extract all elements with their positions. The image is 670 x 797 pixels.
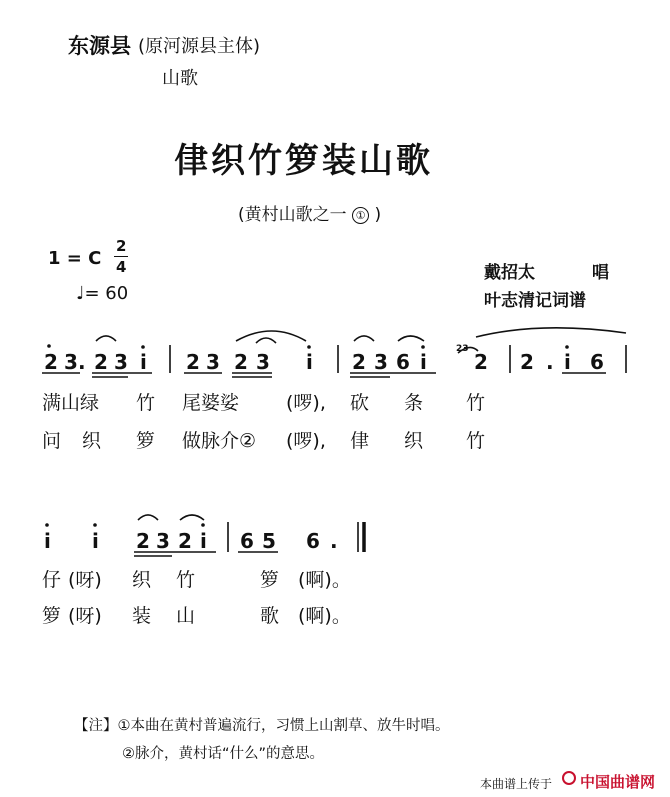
svg-text:i: i <box>44 529 51 553</box>
svg-text:i: i <box>420 350 427 374</box>
recorder-credit: 叶志清记词谱 <box>484 291 586 311</box>
footnote-mark-1: ① <box>352 207 369 224</box>
lyric-word: 装 <box>132 605 152 627</box>
genre-label: 山歌 <box>162 68 198 89</box>
svg-text:3: 3 <box>256 350 270 374</box>
svg-text:23: 23 <box>456 344 469 354</box>
lyric-word: (啊)。 <box>298 569 351 591</box>
svg-text:3: 3 <box>156 529 170 553</box>
lyric-word: (呀) <box>68 569 102 591</box>
lyric-word: 织 <box>132 569 152 591</box>
lyric-word: (啰), <box>286 430 326 452</box>
key-signature: 1 = C <box>48 248 102 269</box>
svg-text:i: i <box>92 529 99 553</box>
lyric-word: 侓 <box>350 430 370 452</box>
time-signature-bottom: 4 <box>116 258 127 276</box>
county-name: 东源县 <box>68 34 131 58</box>
subtitle-text: (黄村山歌之一 <box>238 205 347 225</box>
lyric-word: 尾婆娑 <box>182 392 240 414</box>
site-logo-icon <box>562 771 576 785</box>
lyric-word: 竹 <box>466 392 486 414</box>
score-line-2 <box>0 508 670 568</box>
footnote-2: ②脉介，黄村话“什么”的意思。 <box>122 746 325 762</box>
subtitle-close: ) <box>374 205 382 225</box>
site-logo[interactable]: 中国曲谱网 <box>580 773 656 791</box>
svg-text:2: 2 <box>178 529 192 553</box>
time-signature-top: 2 <box>116 237 127 255</box>
svg-text:6: 6 <box>306 529 320 553</box>
svg-text:2: 2 <box>44 350 58 374</box>
svg-text:i: i <box>306 350 313 374</box>
lyric-word: 仔 <box>42 569 62 591</box>
lyric-word: 问 <box>42 430 62 452</box>
county-note: (原河源县主体) <box>138 36 261 57</box>
svg-text:2: 2 <box>94 350 108 374</box>
svg-text:2: 2 <box>474 350 488 374</box>
lyric-word: (呀) <box>68 605 102 627</box>
svg-text:2: 2 <box>352 350 366 374</box>
svg-text:5: 5 <box>262 529 276 553</box>
lyric-word: 满山绿 <box>42 392 100 414</box>
lyric-word: 做脉介② <box>182 430 257 452</box>
svg-text:3: 3 <box>374 350 388 374</box>
svg-text:i: i <box>564 350 571 374</box>
svg-text:2: 2 <box>186 350 200 374</box>
lyric-word: 竹 <box>136 392 156 414</box>
song-subtitle <box>238 200 381 225</box>
lyric-word: 箩 <box>260 569 280 591</box>
lyric-word: (啰), <box>286 392 326 414</box>
svg-text:.: . <box>546 350 554 374</box>
footnote-label: 【注】 <box>74 718 118 734</box>
lyric-word: (啊)。 <box>298 605 351 627</box>
svg-text:6: 6 <box>240 529 254 553</box>
lyric-word: 箩 <box>42 605 62 627</box>
svg-text:6: 6 <box>590 350 604 374</box>
tempo-marking: ♩= 60 <box>76 283 129 304</box>
lyric-word: 织 <box>82 430 102 452</box>
source-text: 本曲谱上传于 <box>480 777 553 791</box>
jianpu-line-2 <box>0 508 670 568</box>
svg-text:3: 3 <box>206 350 220 374</box>
singer-name: 戴招太 <box>484 263 535 283</box>
svg-text:3: 3 <box>64 350 78 374</box>
svg-text:6: 6 <box>396 350 410 374</box>
lyric-word: 歌 <box>260 605 280 627</box>
svg-text:.: . <box>330 529 338 553</box>
svg-text:2: 2 <box>234 350 248 374</box>
lyric-word: 条 <box>404 392 424 414</box>
svg-text:i: i <box>140 350 147 374</box>
time-signature-bar <box>114 256 128 257</box>
song-title: 侓织竹箩装山歌 <box>174 141 433 181</box>
svg-text:2: 2 <box>136 529 150 553</box>
lyric-word: 箩 <box>136 430 156 452</box>
singer-role: 唱 <box>592 263 609 283</box>
lyric-word: 砍 <box>350 392 370 414</box>
footnote-1 <box>74 714 450 735</box>
svg-text:.: . <box>78 350 86 374</box>
svg-text:2: 2 <box>520 350 534 374</box>
lyric-word: 山 <box>176 605 196 627</box>
lyric-word: 竹 <box>176 569 196 591</box>
lyric-word: 竹 <box>466 430 486 452</box>
score-line-1 <box>0 325 670 385</box>
svg-text:3: 3 <box>114 350 128 374</box>
svg-text:i: i <box>200 529 207 553</box>
jianpu-line-1 <box>0 325 670 385</box>
lyric-word: 织 <box>404 430 424 452</box>
footnote-1-text: ①本曲在黄村普遍流行，习惯上山割草、放牛时唱。 <box>117 718 450 734</box>
